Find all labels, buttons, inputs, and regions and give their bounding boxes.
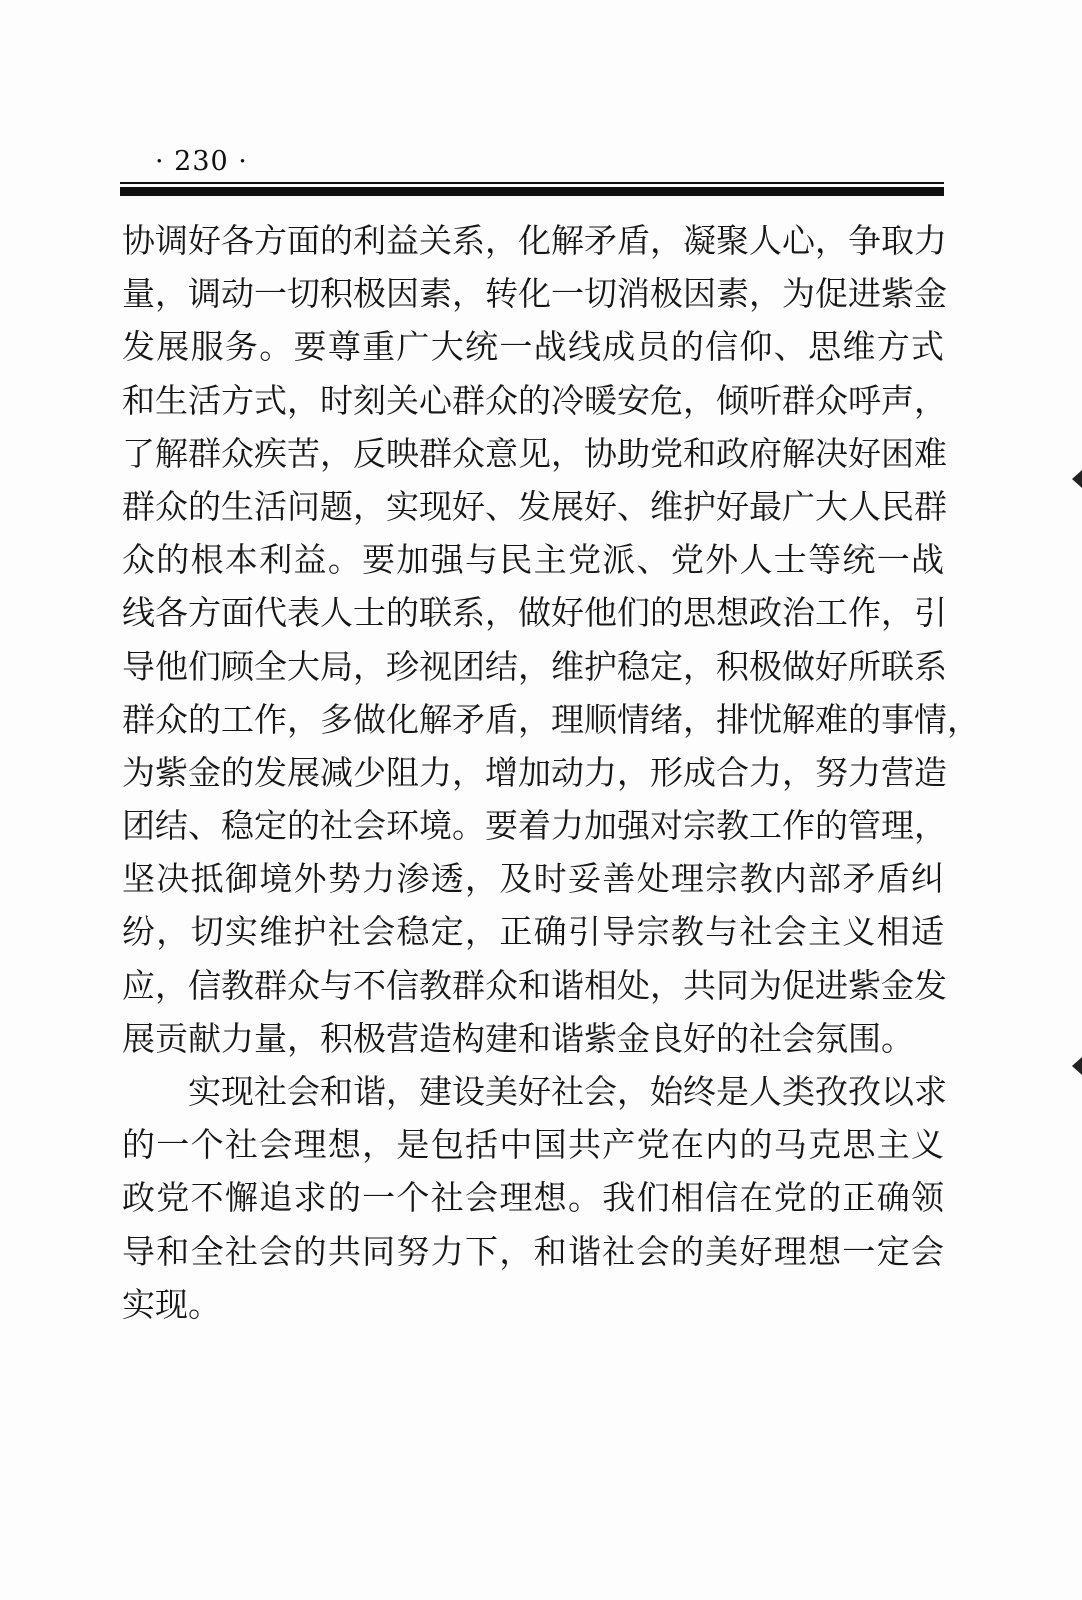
text-line: 导他们顾全大局，珍视团结，维护稳定，积极做好所联系 <box>122 646 947 686</box>
text-line: 纷，切实维护社会稳定，正确引导宗教与社会主义相适 <box>122 912 944 952</box>
text-line: 量，调动一切积极因素，转化一切消极因素，为促进紫金 <box>122 274 947 314</box>
header-rule-thin <box>120 182 944 184</box>
text-line: 坚决抵御境外势力渗透，及时妥善处理宗教内部矛盾纠 <box>122 859 944 899</box>
page-edge-mark <box>1072 470 1082 488</box>
text-line: 实现社会和谐，建设美好社会，始终是人类孜孜以求 <box>188 1072 947 1111</box>
text-line: 应，信教群众与不信教群众和谐相处，共同为促进紫金发 <box>122 965 947 1005</box>
header-rule-thick <box>120 187 944 196</box>
text-line: 众的根本利益。要加强与民主党派、党外人士等统一战 <box>122 540 944 580</box>
body-text <box>122 214 980 1331</box>
text-line: 线各方面代表人士的联系，做好他们的思想政治工作，引 <box>122 593 947 633</box>
text-line: 群众的工作，多做化解矛盾，理顺情绪，排忧解难的事情， <box>122 699 980 739</box>
text-line: 展贡献力量，积极营造构建和谐紫金良好的社会氛围。 <box>122 1018 914 1058</box>
text-line: 政党不懈追求的一个社会理想。我们相信在党的正确领 <box>122 1178 944 1218</box>
text-line: 了解群众疾苦，反映群众意见，协助党和政府解决好困难 <box>122 433 947 473</box>
text-line: 团结、稳定的社会环境。要着力加强对宗教工作的管理， <box>122 806 947 846</box>
text-line: 发展服务。要尊重广大统一战线成员的信仰、思维方式 <box>122 327 944 367</box>
text-line: 为紫金的发展减少阻力，增加动力，形成合力，努力营造 <box>122 752 947 792</box>
paragraph <box>122 214 980 1065</box>
text-line: 和生活方式，时刻关心群众的冷暖安危，倾听群众呼声， <box>122 380 947 420</box>
text-line: 的一个社会理想，是包括中国共产党在内的马克思主义 <box>122 1125 944 1165</box>
paragraph <box>122 1065 947 1331</box>
page-number: · 230 · <box>155 146 248 177</box>
text-line: 协调好各方面的利益关系，化解矛盾，凝聚人心，争取力 <box>122 221 947 260</box>
text-line: 导和全社会的共同努力下，和谐社会的美好理想一定会 <box>122 1231 944 1271</box>
text-line: 群众的生活问题，实现好、发展好、维护好最广大人民群 <box>122 486 947 526</box>
page-edge-mark <box>1072 1057 1082 1075</box>
text-line: 实现。 <box>122 1284 221 1324</box>
